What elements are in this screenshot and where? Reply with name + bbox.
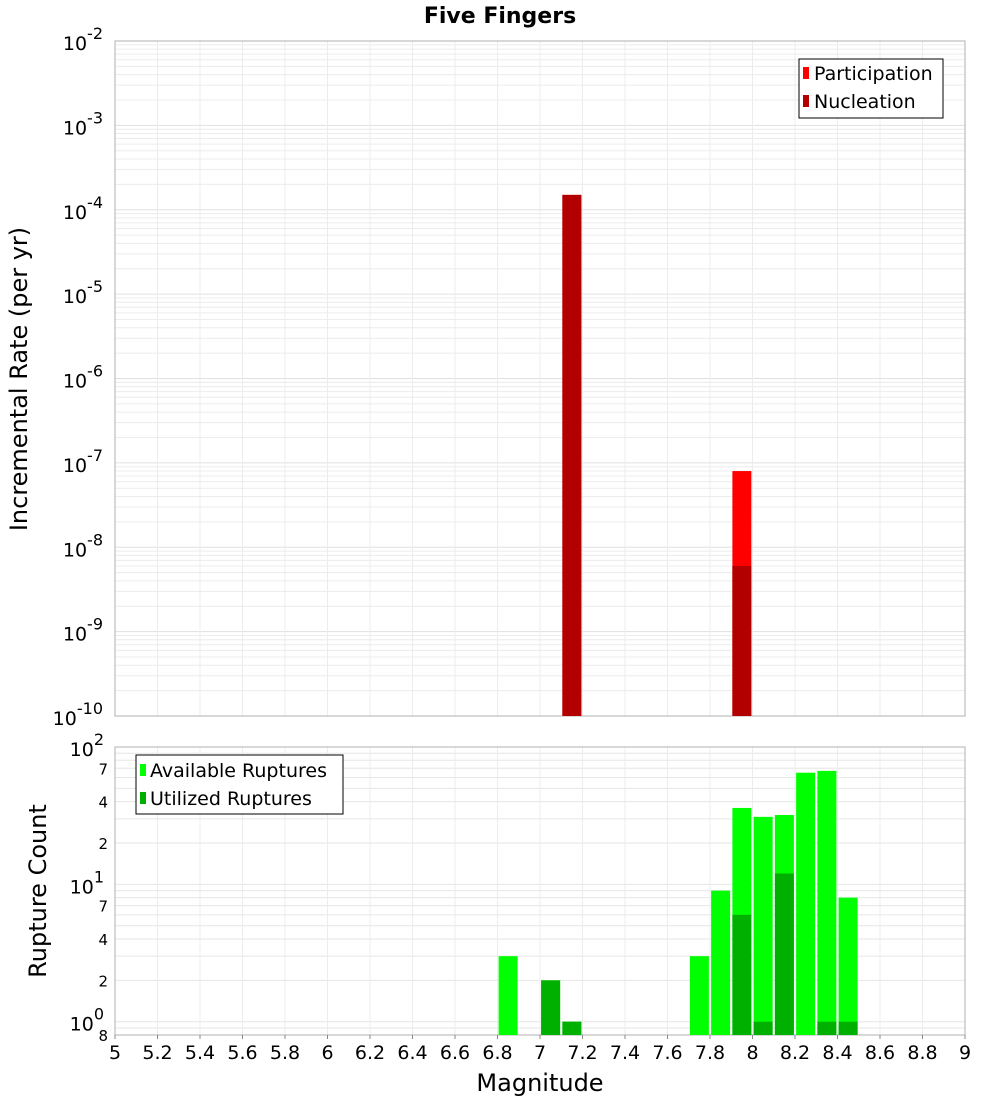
x-tick-label: 5.8 — [269, 1042, 301, 1064]
top-y-axis-label: Incremental Rate (per yr) — [5, 226, 33, 532]
utilized-ruptures-bar — [839, 1022, 858, 1035]
y-tick-label: $10^{-4}$ — [62, 192, 103, 224]
utilized-ruptures-bar — [541, 980, 560, 1035]
legend-label-utilized: Utilized Ruptures — [150, 788, 312, 810]
x-tick-label: 5.6 — [227, 1042, 258, 1064]
utilized-ruptures-bar — [754, 1022, 773, 1035]
utilized-ruptures-bar — [817, 1022, 836, 1035]
available-ruptures-bar — [796, 773, 815, 1035]
y-tick-label: $10^{-9}$ — [62, 614, 103, 646]
y-minor-tick-label: 2 — [98, 972, 108, 991]
legend-label-available: Available Ruptures — [150, 760, 327, 782]
y-minor-tick-label: 2 — [98, 835, 108, 853]
chart-title: Five Fingers — [423, 4, 577, 29]
bottom-panel — [24, 730, 971, 1097]
bottom-y-axis-label: Rupture Count — [24, 804, 52, 978]
x-tick-label: 7.6 — [652, 1042, 683, 1064]
x-tick-label: 5.4 — [184, 1042, 216, 1064]
top-bars — [562, 195, 751, 716]
bottom-legend — [136, 755, 343, 814]
x-tick-label: 8.6 — [864, 1042, 896, 1064]
legend-swatch-available — [140, 764, 146, 776]
y-tick-label: $10^{-3}$ — [62, 108, 103, 140]
available-ruptures-bar — [817, 771, 836, 1035]
y-tick-label: $10^{-2}$ — [62, 24, 103, 55]
x-tick-label: 7.2 — [567, 1042, 598, 1064]
y-minor-tick-label: 4 — [98, 931, 108, 949]
y-tick-label: $10^{-6}$ — [62, 361, 103, 393]
available-ruptures-bar — [690, 956, 709, 1035]
utilized-ruptures-bar — [775, 873, 794, 1035]
y-tick-label: $10^0$ — [69, 1004, 104, 1036]
x-tick-label: 8.4 — [822, 1042, 853, 1064]
bottom-bars — [499, 771, 858, 1035]
y-minor-tick-label: 8 — [98, 1027, 108, 1045]
y-minor-tick-label: 7 — [98, 897, 108, 916]
y-tick-label: $10^2$ — [69, 730, 104, 761]
y-tick-label: $10^{-7}$ — [62, 445, 103, 477]
bottom-y-axis — [70, 730, 108, 1045]
legend-label-nucleation: Nucleation — [814, 91, 916, 113]
nucleation-bar — [562, 195, 581, 716]
utilized-ruptures-bar — [732, 915, 751, 1035]
available-ruptures-bar — [711, 891, 730, 1035]
x-tick-label: 7 — [533, 1042, 547, 1064]
x-tick-label: 8 — [746, 1042, 759, 1064]
legend-label-participation: Participation — [814, 63, 933, 85]
legend-swatch-utilized — [140, 792, 146, 804]
x-tick-label: 6.6 — [439, 1042, 471, 1064]
legend-swatch-nucleation — [803, 95, 809, 107]
x-tick-label: 7.4 — [609, 1042, 641, 1064]
y-tick-label: $10^1$ — [69, 867, 104, 899]
top-legend — [799, 59, 943, 118]
x-tick-label: 8.8 — [907, 1042, 938, 1064]
available-ruptures-bar — [754, 817, 773, 1035]
x-tick-label: 6.4 — [397, 1042, 428, 1064]
top-y-axis — [53, 24, 103, 730]
y-tick-label: $10^{-8}$ — [62, 530, 103, 562]
x-tick-label: 5.2 — [142, 1042, 173, 1064]
nucleation-bar — [732, 566, 751, 716]
x-tick-label: 6.2 — [354, 1042, 386, 1064]
y-minor-tick-label: 4 — [98, 793, 108, 812]
top-grid — [115, 41, 965, 716]
x-axis — [109, 1035, 971, 1064]
x-tick-label: 9 — [958, 1042, 972, 1064]
x-tick-label: 6.8 — [482, 1042, 513, 1064]
x-tick-label: 6 — [321, 1042, 334, 1064]
top-panel — [5, 24, 965, 730]
x-tick-label: 5 — [108, 1042, 122, 1064]
available-ruptures-bar — [839, 898, 858, 1035]
y-minor-tick-label: 7 — [98, 760, 108, 779]
x-axis-label: Magnitude — [476, 1069, 604, 1097]
utilized-ruptures-bar — [562, 1022, 581, 1035]
y-tick-label: $10^{-5}$ — [62, 277, 103, 309]
x-tick-label: 7.8 — [694, 1042, 726, 1064]
legend-swatch-participation — [803, 67, 809, 79]
x-tick-label: 8.2 — [779, 1042, 811, 1064]
y-tick-label: $10^{-10}$ — [52, 699, 103, 730]
available-ruptures-bar — [499, 956, 518, 1035]
